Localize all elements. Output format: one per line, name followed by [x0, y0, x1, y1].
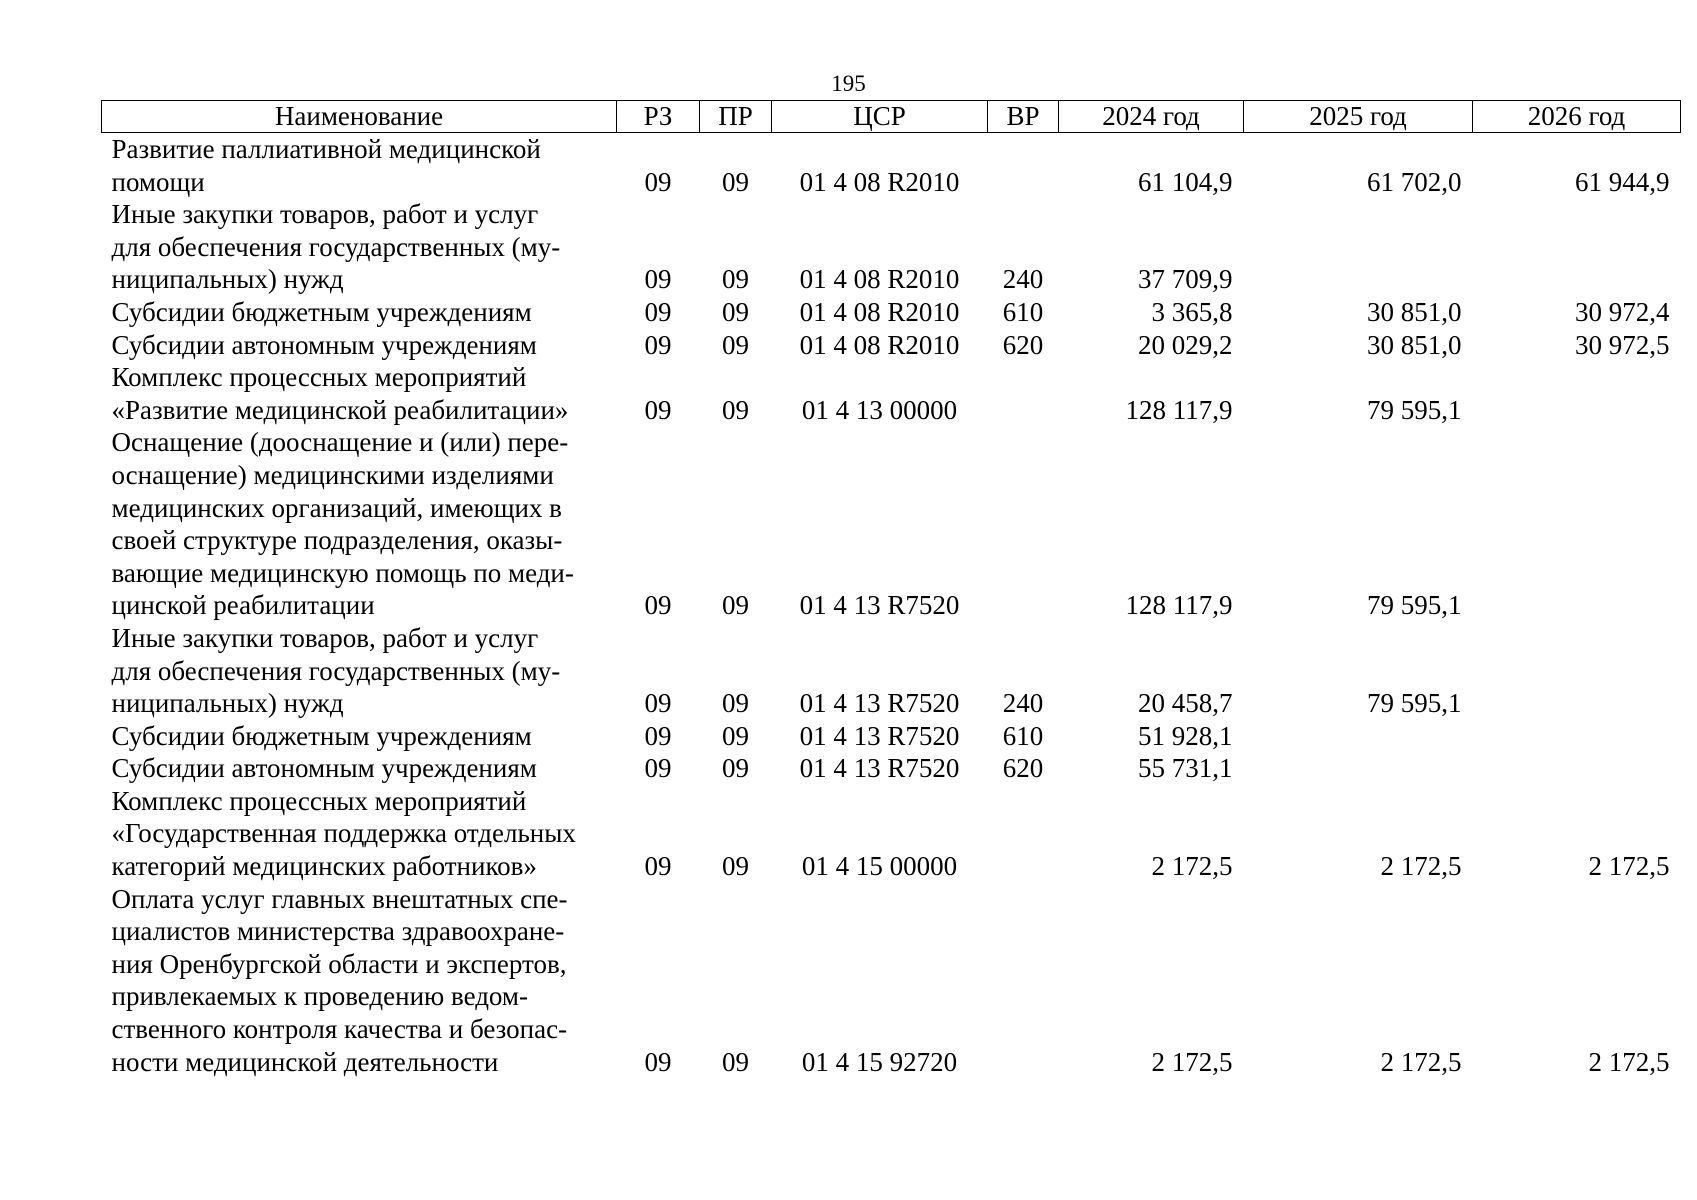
table-row — [102, 752, 1681, 785]
row-name-line: Субсидии бюджетным учреждениям — [111, 296, 532, 327]
row-csr: 01 4 13 R7520 — [799, 720, 960, 751]
row-value-2026: 30 972,5 — [1575, 329, 1670, 360]
row-vr: 240 — [1002, 264, 1044, 295]
row-value-2026 — [1473, 720, 1681, 753]
row-pr: 09 — [722, 590, 749, 621]
header-vr: ВР — [988, 101, 1059, 133]
row-name-line: категорий медицинских работников» — [111, 851, 537, 882]
row-value-2024: 37 709,9 — [1138, 264, 1233, 295]
row-vr — [988, 133, 1059, 199]
row-value-2026: 2 172,5 — [1588, 851, 1670, 882]
row-value-2026: 61 944,9 — [1575, 166, 1670, 197]
row-rz: 09 — [644, 166, 672, 197]
row-name-line: Оснащение (дооснащение и (или) пере- — [111, 427, 569, 458]
row-value-2025: 61 702,0 — [1367, 166, 1462, 197]
row-name-line: Субсидии бюджетным учреждениям — [111, 720, 532, 751]
row-csr: 01 4 15 92720 — [801, 1046, 958, 1077]
row-rz: 09 — [644, 688, 672, 719]
row-value-2026 — [1473, 198, 1681, 296]
row-rz: 09 — [644, 851, 672, 882]
row-csr: 01 4 08 R2010 — [799, 264, 960, 295]
row-vr — [988, 361, 1059, 426]
row-name — [102, 883, 617, 1079]
row-name-line: Субсидии автономным учреждениям — [111, 329, 537, 360]
row-name-line: для обеспечения государственных (му- — [111, 231, 561, 262]
row-name-line: вающие медицинскую помощь по меди- — [111, 557, 574, 588]
page-number: 195 — [831, 71, 866, 96]
row-rz: 09 — [644, 296, 672, 327]
table-body — [102, 133, 1681, 1079]
row-csr: 01 4 15 00000 — [801, 851, 958, 882]
row-vr — [988, 785, 1059, 883]
row-vr: 240 — [1002, 688, 1044, 719]
header-csr: ЦСР — [772, 101, 988, 133]
row-value-2025: 2 172,5 — [1380, 851, 1462, 882]
row-value-2025: 30 851,0 — [1367, 329, 1462, 360]
row-pr: 09 — [722, 264, 749, 295]
row-vr: 620 — [1002, 329, 1044, 360]
row-name-line: своей структуре подразделения, оказы- — [111, 525, 563, 556]
table-row — [102, 426, 1681, 622]
row-name — [102, 198, 617, 296]
row-name-line: ственного контроля качества и безопас- — [111, 1014, 568, 1045]
row-name-line: цинской реабилитации — [111, 590, 375, 621]
row-value-2025 — [1244, 752, 1473, 785]
row-name-line: ниципальных) нужд — [111, 688, 344, 719]
table-row — [102, 361, 1681, 426]
row-value-2026: 30 972,4 — [1575, 296, 1670, 327]
row-value-2025: 79 595,1 — [1367, 394, 1462, 425]
row-csr: 01 4 13 R7520 — [799, 590, 960, 621]
row-name-line: Субсидии автономным учреждениям — [111, 753, 537, 784]
row-rz: 09 — [644, 329, 672, 360]
row-pr: 09 — [722, 851, 749, 882]
row-name — [102, 785, 617, 883]
row-vr — [988, 883, 1059, 1079]
row-value-2024: 61 104,9 — [1138, 166, 1233, 197]
row-name-line: Оплата услуг главных внештатных спе- — [111, 883, 568, 914]
row-name-line: Иные закупки товаров, работ и услуг — [111, 622, 539, 653]
row-pr: 09 — [722, 720, 749, 751]
row-vr: 610 — [1002, 296, 1044, 327]
row-value-2025: 79 595,1 — [1367, 688, 1462, 719]
table-row — [102, 720, 1681, 753]
header-name: Наименование — [102, 101, 617, 133]
row-pr: 09 — [722, 753, 749, 784]
header-year-2024: 2024 год — [1059, 101, 1244, 133]
row-name — [102, 296, 617, 329]
row-name-line: помощи — [111, 166, 205, 197]
row-value-2024: 3 365,8 — [1151, 296, 1233, 327]
row-name-line: ния Оренбургской области и экспертов, — [111, 948, 567, 979]
row-name-line: ниципальных) нужд — [111, 264, 344, 295]
row-value-2025: 79 595,1 — [1367, 590, 1462, 621]
row-name — [102, 426, 617, 622]
row-csr: 01 4 08 R2010 — [799, 166, 960, 197]
row-rz: 09 — [644, 753, 672, 784]
row-vr: 610 — [1002, 720, 1044, 751]
table-header-row — [102, 101, 1681, 133]
row-value-2025 — [1244, 720, 1473, 753]
row-value-2025: 2 172,5 — [1380, 1046, 1462, 1077]
row-csr: 01 4 08 R2010 — [799, 329, 960, 360]
row-name — [102, 720, 617, 753]
row-value-2024: 20 029,2 — [1138, 329, 1233, 360]
table-row — [102, 329, 1681, 362]
table-row — [102, 198, 1681, 296]
row-pr: 09 — [722, 1046, 749, 1077]
row-name-line: «Государственная поддержка отдельных — [111, 818, 576, 849]
table-row — [102, 296, 1681, 329]
row-value-2024: 51 928,1 — [1138, 720, 1233, 751]
table-row — [102, 883, 1681, 1079]
row-value-2024: 128 117,9 — [1125, 394, 1233, 425]
table-row — [102, 622, 1681, 720]
row-rz: 09 — [644, 264, 672, 295]
row-value-2026 — [1473, 361, 1681, 426]
row-value-2026: 2 172,5 — [1588, 1046, 1670, 1077]
row-rz: 09 — [644, 590, 672, 621]
row-vr: 620 — [1002, 753, 1044, 784]
row-value-2024: 55 731,1 — [1138, 753, 1233, 784]
table-row — [102, 133, 1681, 199]
row-csr: 01 4 13 00000 — [801, 394, 958, 425]
row-value-2026 — [1473, 752, 1681, 785]
row-value-2026 — [1473, 426, 1681, 622]
row-value-2026 — [1473, 622, 1681, 720]
row-value-2024: 128 117,9 — [1125, 590, 1233, 621]
row-name-line: Иные закупки товаров, работ и услуг — [111, 199, 539, 230]
row-name-line: для обеспечения государственных (му- — [111, 655, 561, 686]
row-name-line: Комплекс процессных мероприятий — [111, 785, 527, 816]
row-value-2024: 20 458,7 — [1138, 688, 1233, 719]
row-pr: 09 — [722, 394, 749, 425]
row-rz: 09 — [644, 1046, 672, 1077]
row-rz: 09 — [644, 720, 672, 751]
row-rz: 09 — [644, 394, 672, 425]
row-value-2025: 30 851,0 — [1367, 296, 1462, 327]
row-name-line: оснащение) медицинскими изделиями — [111, 459, 554, 490]
budget-table — [101, 100, 1681, 1078]
row-pr: 09 — [722, 329, 749, 360]
row-name — [102, 329, 617, 362]
row-csr: 01 4 13 R7520 — [799, 753, 960, 784]
row-name — [102, 133, 617, 199]
row-value-2025 — [1244, 198, 1473, 296]
row-name-line: «Развитие медицинской реабилитации» — [111, 394, 569, 425]
header-rz: РЗ — [617, 101, 700, 133]
row-name-line: Развитие паллиативной медицинской — [111, 134, 541, 164]
row-name — [102, 622, 617, 720]
header-year-2026: 2026 год — [1473, 101, 1681, 133]
row-value-2024: 2 172,5 — [1151, 851, 1233, 882]
row-pr: 09 — [722, 688, 749, 719]
row-name-line: ности медицинской деятельности — [111, 1046, 499, 1077]
row-csr: 01 4 08 R2010 — [799, 296, 960, 327]
row-vr — [988, 426, 1059, 622]
row-name-line: привлекаемых к проведению ведом- — [111, 981, 528, 1012]
row-pr: 09 — [722, 166, 749, 197]
row-name-line: циалистов министерства здравоохране- — [111, 916, 565, 947]
table-row — [102, 785, 1681, 883]
row-name-line: Комплекс процессных мероприятий — [111, 362, 527, 393]
row-name-line: медицинских организаций, имеющих в — [111, 492, 562, 523]
header-pr: ПР — [700, 101, 772, 133]
row-pr: 09 — [722, 296, 749, 327]
header-year-2025: 2025 год — [1244, 101, 1473, 133]
row-csr: 01 4 13 R7520 — [799, 688, 960, 719]
row-value-2024: 2 172,5 — [1151, 1046, 1233, 1077]
row-name — [102, 752, 617, 785]
row-name — [102, 361, 617, 426]
